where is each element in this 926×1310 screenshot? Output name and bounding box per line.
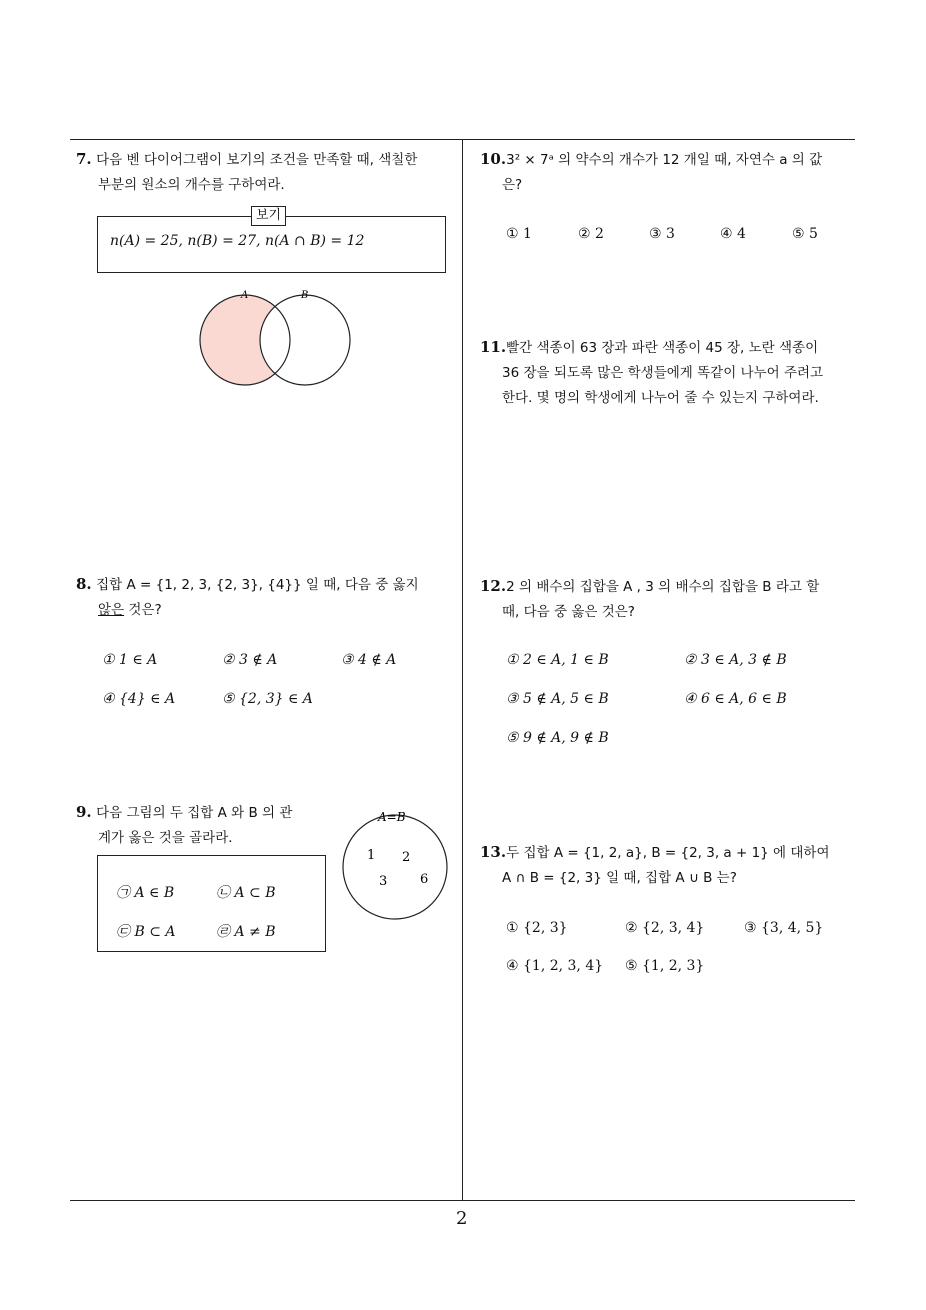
choice-2[interactable]: ② 3 ∉ A [222,652,278,668]
question-text: 다음 벤 다이어그램이 보기의 조건을 만족할 때, 색칠한 [96,152,418,168]
question-text: 다음 그림의 두 집합 A 와 B 의 관 [96,805,293,821]
choice-5[interactable]: ⑤ 5 [792,226,818,242]
choice-4[interactable]: ④ {1, 2, 3, 4} [506,958,604,974]
question-number: 7. [76,150,92,168]
question-text: 은? [502,177,523,193]
set-diagram-q9 [338,805,453,923]
element-3: 3 [379,874,388,889]
page-number: 2 [456,1208,468,1229]
question-text: A ∩ B = {2, 3} 일 때, 집합 A ∪ B 는? [502,870,737,886]
question-number: 13. [480,843,507,861]
set-label: A=B [378,810,406,824]
choice-5[interactable]: ⑤ {2, 3} ∈ A [222,691,313,707]
option-b: ㉡ A ⊂ B [216,885,276,901]
question-text: 한다. 몇 명의 학생에게 나누어 줄 수 있는지 구하여라. [502,390,819,406]
question-text: 2 의 배수의 집합을 A , 3 의 배수의 집합을 B 라고 할 [506,579,820,595]
question-text: 계가 옳은 것을 골라라. [98,830,233,846]
choice-2[interactable]: ② 2 [578,226,604,242]
choice-1[interactable]: ① 2 ∈ A, 1 ∈ B [506,652,609,668]
option-d: ㉣ A ≠ B [216,924,276,940]
question-text: 때, 다음 중 옳은 것은? [502,604,635,620]
question-9 [76,800,336,851]
question-number: 9. [76,803,92,821]
option-a: ㉠ A ∈ B [116,885,175,901]
set-a-label: A [241,290,249,301]
choice-3[interactable]: ③ {3, 4, 5} [744,920,824,936]
question-13 [480,840,860,891]
question-text: 부분의 원소의 개수를 구하여라. [98,177,285,193]
question-7 [76,147,460,198]
choice-2[interactable]: ② {2, 3, 4} [625,920,705,936]
question-text: 3² × 7ᵃ 의 약수의 개수가 12 개일 때, 자연수 a 의 값 [506,152,823,168]
choice-1[interactable]: ① {2, 3} [506,920,568,936]
bottom-rule [70,1200,855,1201]
question-text: 집합 A = {1, 2, 3, {2, 3}, {4}} 일 때, 다음 중 옳지 [96,577,419,593]
question-text: 빨간 색종이 63 장과 파란 색종이 45 장, 노란 색종이 [506,340,819,356]
condition-text: n(A) = 25, n(B) = 27, n(A ∩ B) = 12 [110,233,365,249]
choice-4[interactable]: ④ 6 ∈ A, 6 ∈ B [684,691,787,707]
choice-3[interactable]: ③ 4 ∉ A [341,652,397,668]
options-box [97,855,326,952]
question-8 [76,572,460,623]
column-divider [462,139,463,1201]
choice-3[interactable]: ③ 5 ∉ A, 5 ∈ B [506,691,609,707]
option-c: ㉢ B ⊂ A [116,924,176,940]
question-10 [480,147,860,198]
element-2: 2 [402,850,411,865]
choice-1[interactable]: ① 1 [506,226,532,242]
question-number: 12. [480,577,507,595]
choice-3[interactable]: ③ 3 [649,226,675,242]
question-text: 것은? [124,602,162,618]
question-number: 8. [76,575,92,593]
venn-diagram-q7 [195,285,360,390]
question-text-emphasis: 않은 [98,602,125,618]
set-circle [343,815,447,919]
question-12 [480,574,860,625]
question-number: 11. [480,338,507,356]
question-text: 36 장을 되도록 많은 학생들에게 똑같이 나누어 주려고 [502,365,824,381]
element-6: 6 [420,872,429,887]
set-b-label: B [301,290,309,301]
question-number: 10. [480,150,507,168]
choice-1[interactable]: ① 1 ∈ A [102,652,158,668]
choice-4[interactable]: ④ {4} ∈ A [102,691,176,707]
choice-5[interactable]: ⑤ {1, 2, 3} [625,958,705,974]
choice-5[interactable]: ⑤ 9 ∉ A, 9 ∉ B [506,730,609,746]
question-11 [480,335,860,411]
choice-2[interactable]: ② 3 ∈ A, 3 ∉ B [684,652,787,668]
choice-4[interactable]: ④ 4 [720,226,746,242]
element-1: 1 [367,848,376,863]
condition-box-label: 보기 [251,206,286,226]
question-text: 두 집합 A = {1, 2, a}, B = {2, 3, a + 1} 에 대하여 [506,845,830,861]
